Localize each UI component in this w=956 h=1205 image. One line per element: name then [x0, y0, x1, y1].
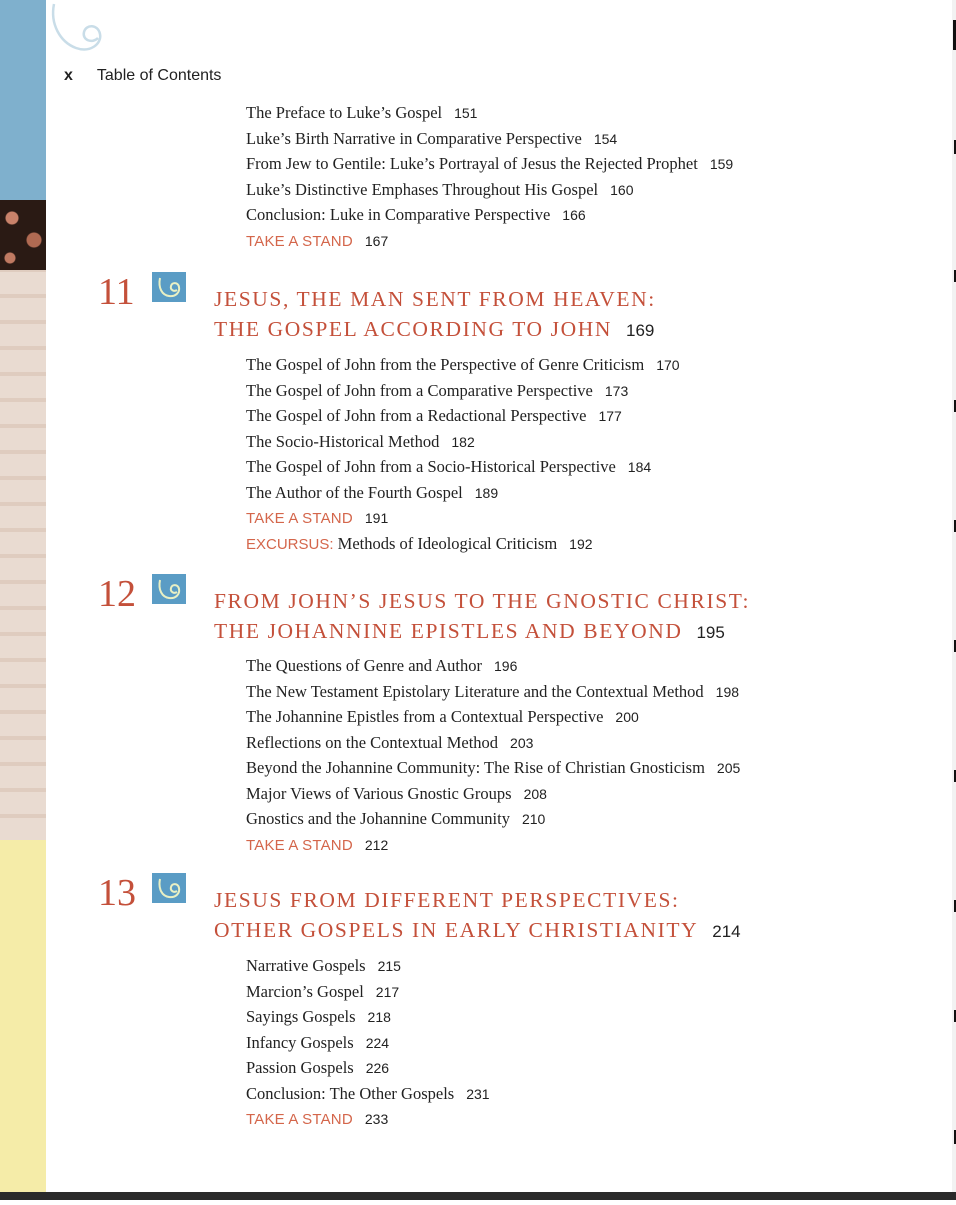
toc-entry[interactable]: Infancy Gospels 224: [246, 1032, 390, 1052]
strip-blue-band: [0, 0, 46, 200]
toc-entry[interactable]: The Preface to Luke’s Gospel 151: [246, 103, 478, 122]
page-number: x: [64, 67, 73, 84]
toc-entry[interactable]: The Gospel of John from a Redactional Perspective 177: [246, 406, 622, 425]
toc-entry[interactable]: Major Views of Various Gnostic Groups 208: [246, 783, 547, 803]
flourish-icon: [152, 272, 186, 302]
chapter-number: 13: [98, 872, 136, 914]
chapter-number: 12: [98, 573, 136, 615]
chapter-number: 11: [98, 271, 135, 313]
running-head: [64, 67, 221, 85]
toc-entry[interactable]: The Gospel of John from a Socio-Historical Perspective 184: [246, 457, 652, 476]
chapter-13-entry-list: [246, 953, 490, 1132]
toc-entry[interactable]: The Gospel of John from the Perspective of Genre Criticism 170: [246, 355, 680, 374]
chapter-12-entry-list: [246, 653, 740, 857]
chapter-title[interactable]: JESUS, THE MAN SENT FROM HEAVEN: THE GOSPEL ACCORDING TO JOHN 169: [214, 287, 656, 341]
flourish-watermark-icon: [46, 0, 116, 60]
scan-bottom-edge: [0, 1192, 956, 1200]
take-a-stand-entry[interactable]: TAKE A STAND 167: [246, 232, 389, 250]
strip-manuscript-band: [0, 270, 46, 840]
chapter-page: 214: [712, 922, 741, 941]
toc-entry[interactable]: The New Testament Epistolary Literature and the Contextual Method 198: [246, 681, 740, 701]
scan-edge: [946, 0, 956, 1200]
toc-entry[interactable]: Luke’s Birth Narrative in Comparative Perspective 154: [246, 128, 618, 148]
toc-entry[interactable]: Sayings Gospels 218: [246, 1007, 391, 1026]
chapter-title[interactable]: FROM JOHN’S JESUS TO THE GNOSTIC CHRIST: THE JOHANNINE EPISTLES AND BEYOND 195: [214, 589, 751, 643]
toc-entry[interactable]: The Questions of Genre and Author 196: [246, 656, 518, 675]
toc-entry[interactable]: Conclusion: Luke in Comparative Perspective 166: [246, 205, 586, 224]
chapter-page: 169: [626, 321, 655, 340]
flourish-icon: [152, 873, 186, 903]
toc-entry[interactable]: The Author of the Fourth Gospel 189: [246, 482, 499, 502]
toc-entry[interactable]: Beyond the Johannine Community: The Rise of Christian Gnosticism 205: [246, 758, 741, 777]
excursus-entry[interactable]: EXCURSUS: Methods of Ideological Criticism 192: [246, 533, 593, 553]
chapter-title[interactable]: JESUS FROM DIFFERENT PERSPECTIVES: OTHER GOSPELS IN EARLY CHRISTIANITY 214: [214, 888, 741, 942]
toc-entry[interactable]: Conclusion: The Other Gospels 231: [246, 1083, 490, 1103]
toc-entry[interactable]: The Gospel of John from a Comparative Perspective 173: [246, 380, 629, 400]
toc-entry[interactable]: Narrative Gospels 215: [246, 956, 401, 975]
take-a-stand-entry[interactable]: TAKE A STAND 233: [246, 1111, 389, 1128]
flourish-icon: [152, 574, 186, 604]
take-a-stand-entry[interactable]: TAKE A STAND 191: [246, 510, 389, 527]
toc-entry[interactable]: From Jew to Gentile: Luke’s Portrayal of Jesus the Rejected Prophet 159: [246, 154, 734, 173]
intro-entry-list: [246, 100, 733, 253]
take-a-stand-entry[interactable]: TAKE A STAND 212: [246, 836, 389, 854]
section-title: Table of Contents: [96, 67, 222, 84]
toc-entry[interactable]: The Johannine Epistles from a Contextual Perspective 200: [246, 707, 639, 726]
toc-entry[interactable]: Reflections on the Contextual Method 203: [246, 732, 534, 752]
strip-ornament-band: [0, 200, 46, 270]
decorative-side-strip: [0, 0, 46, 1200]
toc-entry[interactable]: Gnostics and the Johannine Community 210: [246, 809, 546, 828]
toc-entry[interactable]: Passion Gospels 226: [246, 1058, 390, 1077]
strip-yellow-band: [0, 840, 46, 1200]
chapter-page: 195: [696, 623, 725, 642]
toc-entry[interactable]: Luke’s Distinctive Emphases Throughout His Gospel 160: [246, 179, 634, 199]
chapter-11-entry-list: [246, 352, 680, 556]
toc-entry[interactable]: The Socio-Historical Method 182: [246, 431, 475, 451]
toc-entry[interactable]: Marcion’s Gospel 217: [246, 981, 400, 1001]
